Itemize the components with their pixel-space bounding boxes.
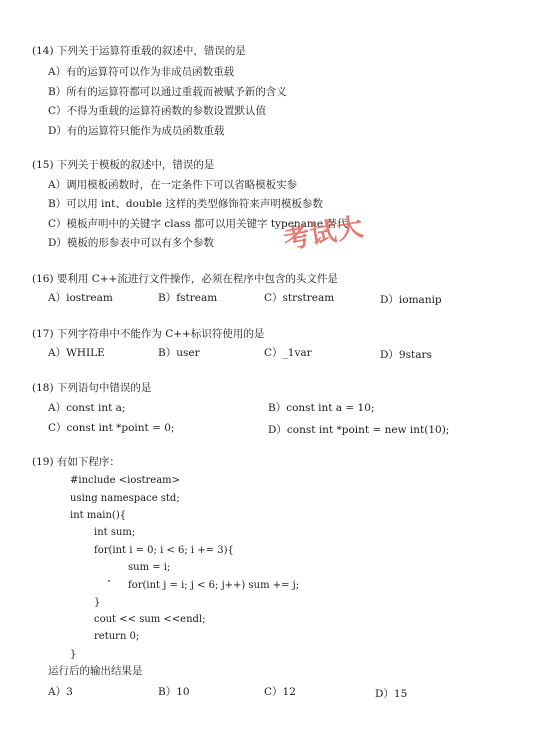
code-line-6: sum = i; (128, 562, 171, 573)
code-line-11: } (70, 649, 77, 660)
question-17-option-d: D）9stars (380, 349, 432, 361)
question-19-option-d: D）15 (375, 688, 408, 700)
question-16-option-b: B）fstream (158, 292, 218, 304)
question-18-option-d: D）const int *point = new int(10); (268, 424, 450, 436)
code-line-9: cout << sum <<endl; (94, 614, 206, 625)
question-14-option-d: D）有的运算符只能作为成员函数重载 (48, 125, 225, 137)
code-line-2: using namespace std; (70, 493, 180, 504)
question-14-option-a: A）有的运算符可以作为非成员函数重载 (48, 66, 235, 78)
scan-speck (108, 580, 110, 582)
question-14-stem: (14) 下列关于运算符重载的叙述中，错误的是 (32, 45, 246, 57)
watermark-stamp: 考试大 (281, 212, 367, 256)
question-17-option-c: C）_1var (264, 347, 312, 359)
code-line-8: } (94, 597, 101, 608)
question-15-stem: (15) 下列关于模板的叙述中，错误的是 (32, 159, 215, 171)
code-line-3: int main(){ (70, 510, 127, 521)
question-15-option-b: B）可以用 int、double 这样的类型修饰符来声明模板参数 (48, 198, 323, 210)
question-18-stem: (18) 下列语句中错误的是 (32, 382, 152, 394)
question-14-option-c: C）不得为重载的运算符函数的参数设置默认值 (48, 105, 267, 117)
question-18-option-b: B）const int a = 10; (268, 402, 375, 414)
question-19-option-c: C）12 (264, 686, 296, 698)
question-15-option-d: D）模板的形参表中可以有多个参数 (48, 237, 214, 249)
question-16-option-a: A）iostream (48, 292, 113, 304)
question-16-option-d: D）iomanip (380, 294, 442, 306)
code-line-1: #include <iostream> (70, 475, 181, 486)
question-19-prompt: 运行后的输出结果是 (48, 665, 143, 677)
question-19-stem: (19) 有如下程序： (32, 456, 120, 468)
code-line-4: int sum; (94, 527, 136, 538)
question-17-option-a: A）WHILE (48, 347, 105, 359)
question-18-option-a: A）const int a; (48, 402, 126, 414)
question-15-option-c: C）模板声明中的关键字 class 都可以用关键字 typename 替代 (48, 218, 348, 230)
question-19-option-a: A）3 (48, 686, 73, 698)
question-14-option-b: B）所有的运算符都可以通过重载而被赋予新的含义 (48, 86, 287, 98)
question-16-option-c: C）strstream (264, 292, 335, 304)
question-19-option-b: B）10 (158, 686, 190, 698)
question-17-option-b: B）user (158, 347, 200, 359)
question-18-option-c: C）const int *point = 0; (48, 422, 175, 434)
code-line-5: for(int i = 0; i < 6; i += 3){ (94, 545, 234, 556)
question-15-option-a: A）调用模板函数时，在一定条件下可以省略模板实参 (48, 179, 298, 191)
code-line-7: for(int j = i; j < 6; j++) sum += j; (128, 580, 300, 591)
question-16-stem: (16) 要利用 C++流进行文件操作，必须在程序中包含的头文件是 (32, 273, 338, 285)
question-17-stem: (17) 下列字符串中不能作为 C++标识符使用的是 (32, 328, 265, 340)
code-line-10: return 0; (94, 631, 140, 642)
